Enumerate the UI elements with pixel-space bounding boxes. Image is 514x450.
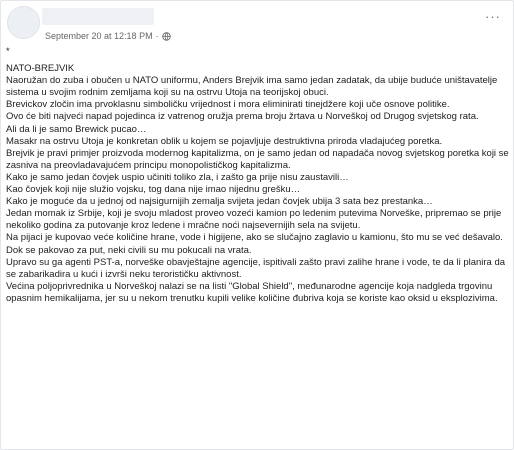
more-options-button[interactable]: ··· xyxy=(485,9,501,24)
author-name-redacted[interactable] xyxy=(42,8,154,25)
post-line: Brevickov zločin ima prvoklasnu simboličku vrijednost i mora eliminirati tinejdžere koji uče osnove politike. xyxy=(6,99,450,111)
post-line: Ovo će biti najveći napad pojedinca iz vatrenog oružja prema broju žrtava u Norveškoj od Drugog svjetskog rata. xyxy=(6,111,479,123)
post-line: Brejvik je pravi primjer proizvoda modernog kapitalizma, on je samo jedan od napadača novog svjetskog poretka koji se zasniva na preovladavajućem principu monopolističkog kapitalizma. xyxy=(6,147,509,171)
post-line: Kao čovjek koji nije služio vojsku, tog dana nije imao nijednu grešku… xyxy=(6,184,301,196)
meta-separator: · xyxy=(155,31,159,41)
globe-icon[interactable] xyxy=(162,32,171,41)
post-line: Dok se pakovao za put, neki civili su mu pokucali na vrata. xyxy=(6,244,252,256)
post-line: Većina poljoprivrednika u Norveškoj nalazi se na listi "Global Shield", međunarodne agencije koja nadgleda trgovinu opasnim hemikalijama, jer su u nekom trenutku kupili velike količine đubriva koja se koriste kao oksid u eksplozivima. xyxy=(6,280,498,304)
post-line: NATO-BREJVIK xyxy=(6,63,75,75)
post-line: * xyxy=(6,46,10,57)
post-line: Ali da li je samo Brewick pucao… xyxy=(6,123,147,135)
post-line: Kako je moguće da u jednoj od najsigurnijih zemalja svijeta jedan čovjek ubija 3 sata bez prestanka… xyxy=(6,196,433,208)
author-avatar[interactable] xyxy=(7,6,40,39)
post-line: Jedan momak iz Srbije, koji je svoju mladost proveo vozeći kamion po ledenim putevima Norveške, pripremao se prije nekoliko godina za putovanje kroz ledene i mračne noći najsevernijih sela na svijetu. xyxy=(6,208,502,232)
post-line: Upravo su ga agenti PST-a, norveške obavještajne agencije, ispitivali zašto pravi zalihe hrane i vode, te da li planira da se zabarikadira u kući i izvrši neku terorističku aktivnost. xyxy=(6,256,506,280)
post-line: Na pijaci je kupovao veće količine hrane, vode i higijene, ako se slučajno zaglavio u kamionu, što mu se već dešavalo. xyxy=(6,232,503,244)
post-line: Kako je samo jedan čovjek uspio učiniti toliko zla, i zašto ga prije nisu zaustavili… xyxy=(6,171,349,183)
post-meta xyxy=(45,29,171,43)
post-line: Naoružan do zuba i obučen u NATO uniformu, Anders Brejvik ima samo jedan zadatak, da ubije buduće uništavatelje sistema u svojim rodnim zemljama koji su na ostrvu Utoja na teorijskoj obuci. xyxy=(6,75,498,99)
post-timestamp[interactable]: September 20 at 12:18 PM xyxy=(45,31,153,41)
post-body xyxy=(6,46,510,305)
post-line: Masakr na ostrvu Utoja je konkretan oblik u kojem se pojavljuje destruktivna priroda vladajućeg poretka. xyxy=(6,135,443,147)
